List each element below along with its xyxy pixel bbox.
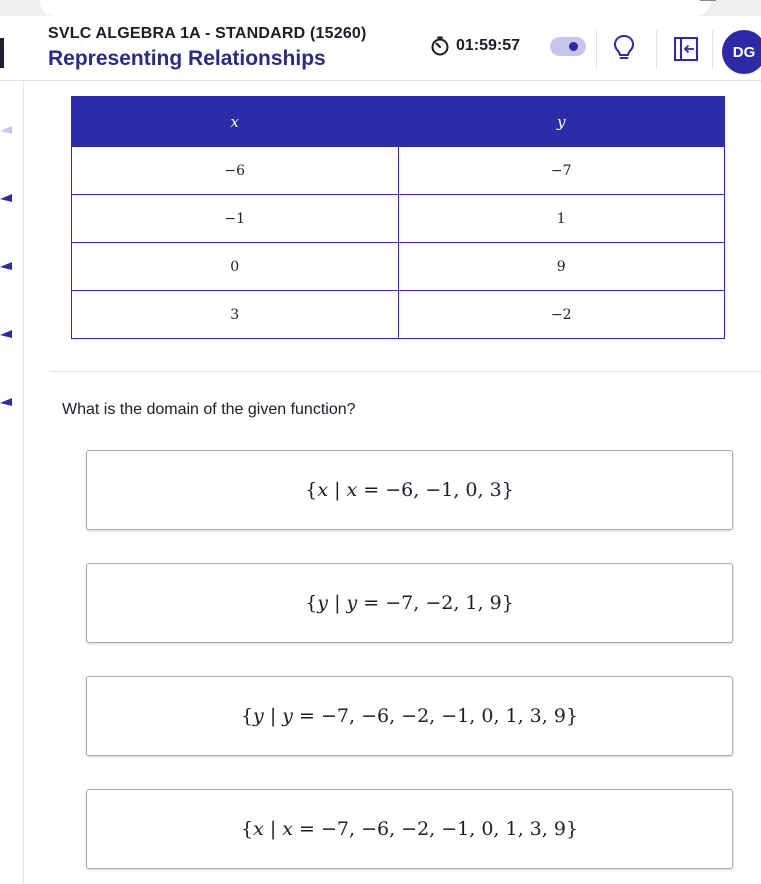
table-cell: 9 — [398, 243, 725, 291]
table-cell: −6 — [72, 147, 399, 195]
choice-text: {x | x = −7, −6, −2, −1, 0, 1, 3, 9} — [240, 818, 579, 840]
table-row — [72, 291, 725, 339]
answer-choice-2[interactable] — [86, 563, 733, 643]
answer-choice-1[interactable] — [86, 450, 733, 530]
choice-text: {y | y = −7, −2, 1, 9} — [305, 592, 514, 614]
header-separator — [656, 30, 657, 68]
table-cell: 0 — [72, 243, 399, 291]
answer-choice-3[interactable] — [86, 676, 733, 756]
stopwatch-icon — [430, 36, 450, 56]
timer-toggle[interactable] — [550, 37, 586, 56]
table-header-row — [72, 97, 725, 147]
lightbulb-icon[interactable] — [612, 34, 636, 62]
table-row — [72, 147, 725, 195]
table-cell: 3 — [72, 291, 399, 339]
header-separator — [712, 30, 713, 68]
lesson-header — [0, 16, 761, 81]
table-cell: −7 — [398, 147, 725, 195]
sidebar-marker-icon[interactable] — [0, 193, 14, 203]
table-cell: −2 — [398, 291, 725, 339]
window-minimize-mark — [700, 0, 716, 1]
timer[interactable] — [430, 36, 520, 56]
question-text: What is the domain of the given function? — [62, 401, 356, 418]
course-title: SVLC ALGEBRA 1A - STANDARD (15260) — [48, 25, 367, 42]
collapse-panel-icon[interactable] — [673, 36, 699, 62]
table-cell: 1 — [398, 195, 725, 243]
section-divider — [50, 371, 761, 372]
left-accent-bar — [0, 38, 4, 68]
top-tab — [40, 0, 710, 16]
browser-top-strip — [0, 0, 761, 16]
column-header-x: x — [72, 97, 399, 147]
table-cell: −1 — [72, 195, 399, 243]
answer-choice-4[interactable] — [86, 789, 733, 869]
table-row — [72, 243, 725, 291]
sidebar-marker-icon[interactable] — [0, 125, 14, 135]
sidebar-marker-icon[interactable] — [0, 329, 14, 339]
header-separator — [596, 30, 597, 68]
choice-text: {y | y = −7, −6, −2, −1, 0, 1, 3, 9} — [240, 705, 579, 727]
lesson-title: Representing Relationships — [48, 47, 326, 70]
timer-text: 01:59:57 — [456, 37, 521, 54]
sidebar-divider — [23, 80, 24, 884]
user-avatar[interactable]: DG — [722, 30, 761, 74]
column-header-y: y — [398, 97, 725, 147]
table-row — [72, 195, 725, 243]
choice-text: {x | x = −6, −1, 0, 3} — [305, 479, 514, 501]
sidebar-marker-icon[interactable] — [0, 397, 14, 407]
sidebar-marker-icon[interactable] — [0, 261, 14, 271]
toggle-knob — [569, 42, 578, 51]
relation-table — [71, 96, 725, 339]
